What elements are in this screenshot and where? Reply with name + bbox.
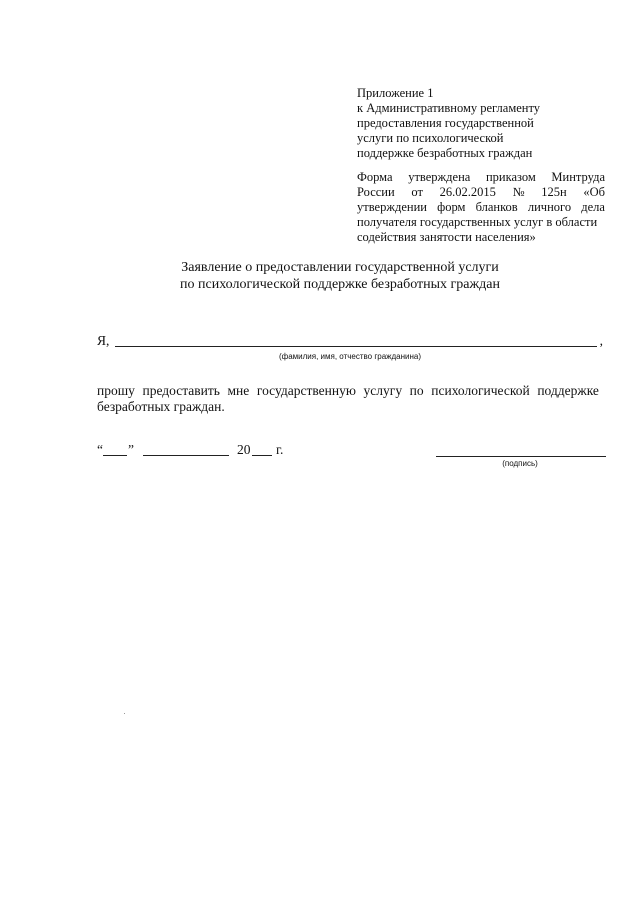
title-line: Заявление о предоставлении государственной услуги bbox=[181, 260, 499, 275]
scan-speck bbox=[124, 713, 125, 714]
annex-line: к Административному регламенту bbox=[357, 101, 541, 115]
annex-header bbox=[357, 86, 607, 161]
date-year-field[interactable] bbox=[252, 455, 272, 456]
applicant-name-field[interactable] bbox=[115, 346, 597, 347]
request-word: по bbox=[409, 383, 424, 398]
approval-word: 26.02.2015 bbox=[439, 185, 496, 199]
date-close-quote: ” bbox=[128, 442, 134, 457]
document-title bbox=[150, 259, 530, 293]
request-word: предоставить bbox=[142, 383, 220, 398]
request-word: прошу bbox=[97, 383, 135, 398]
approval-line: получателя государственных услуг в области bbox=[357, 215, 598, 229]
approval-word: № bbox=[512, 185, 525, 199]
approval-word: Минтруда bbox=[551, 170, 605, 184]
applicant-prefix: Я, bbox=[97, 333, 110, 348]
title-line: по психологической поддержке безработных граждан bbox=[180, 277, 500, 292]
date-year-prefix: 20 bbox=[237, 442, 251, 457]
approval-word: бланков bbox=[475, 200, 518, 214]
annex-line: предоставления государственной bbox=[357, 116, 534, 130]
approval-word: утверждении bbox=[357, 200, 427, 214]
form-approval-note bbox=[357, 170, 605, 245]
request-word: поддержке bbox=[537, 383, 599, 398]
request-word: мне bbox=[227, 383, 250, 398]
approval-word: личного bbox=[527, 200, 572, 214]
approval-line: содействия занятости населения» bbox=[357, 230, 536, 244]
applicant-name-caption: (фамилия, имя, отчество гражданина) bbox=[278, 352, 422, 361]
date-year-suffix: г. bbox=[276, 442, 284, 457]
approval-word: России bbox=[357, 185, 395, 199]
date-open-quote: “ bbox=[97, 442, 103, 457]
request-word: услугу bbox=[363, 383, 403, 398]
approval-word: «Об bbox=[583, 185, 605, 199]
request-word: государственную bbox=[256, 383, 356, 398]
date-month-field[interactable] bbox=[143, 455, 229, 456]
request-line: безработных граждан. bbox=[97, 399, 225, 414]
approval-word: приказом bbox=[485, 170, 536, 184]
approval-word: Форма bbox=[357, 170, 393, 184]
annex-line: Приложение 1 bbox=[357, 86, 434, 100]
annex-line: услуги по психологической bbox=[357, 131, 504, 145]
approval-line bbox=[357, 185, 605, 200]
date-day-field[interactable] bbox=[103, 455, 127, 456]
request-line bbox=[97, 383, 599, 399]
approval-word: утверждена bbox=[408, 170, 471, 184]
approval-word: 125н bbox=[541, 185, 567, 199]
request-word: психологической bbox=[431, 383, 530, 398]
approval-word: от bbox=[411, 185, 423, 199]
applicant-comma: , bbox=[599, 333, 603, 348]
applicant-name-row bbox=[97, 333, 607, 351]
annex-line: поддержке безработных граждан bbox=[357, 146, 533, 160]
approval-word: дела bbox=[581, 200, 605, 214]
approval-word: форм bbox=[437, 200, 466, 214]
approval-line bbox=[357, 170, 605, 185]
signature-field[interactable] bbox=[436, 456, 606, 457]
date-row bbox=[97, 442, 317, 460]
request-text bbox=[97, 383, 599, 415]
approval-line bbox=[357, 200, 605, 215]
signature-caption: (подпись) bbox=[502, 459, 538, 468]
